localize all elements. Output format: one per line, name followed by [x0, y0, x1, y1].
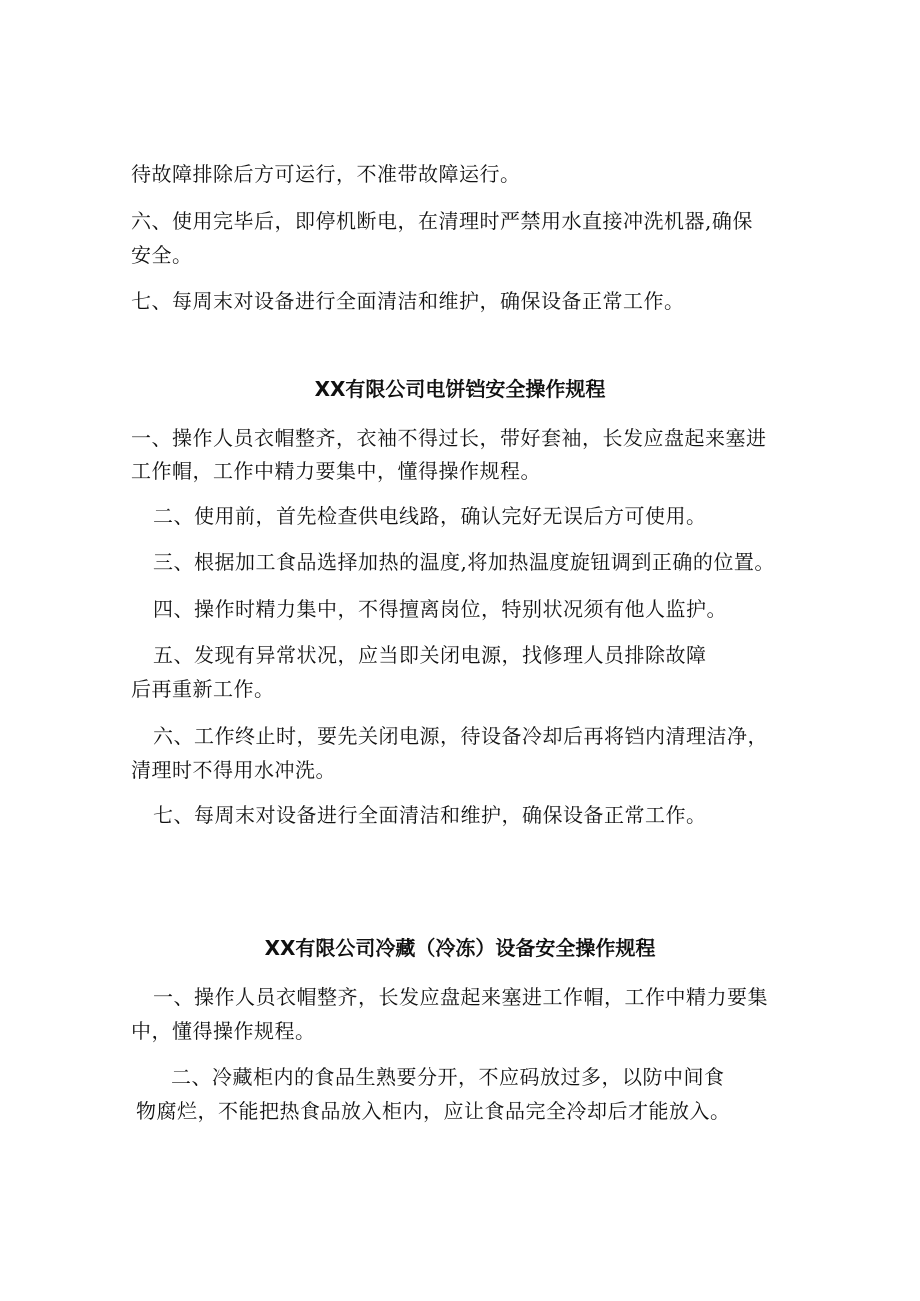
text-line: 七、每周末对设备进行全面清洁和维护，确保设备正常工作。: [131, 289, 685, 313]
text-line: 一、操作人员衣帽整齐，衣袖不得过长，带好套袖，长发应盘起来塞进: [131, 426, 767, 450]
text-line: 七、每周末对设备进行全面清洁和维护，确保设备正常工作。: [153, 803, 707, 827]
text-line: 安全。: [131, 243, 193, 267]
text-line: 物腐烂，不能把热食品放入柜内，应让食品完全冷却后才能放入。: [136, 1099, 731, 1123]
text-line: 清理时不得用水冲洗。: [131, 758, 336, 782]
text-line: 五、发现有异常状况，应当即关闭电源，找修理人员排除故障: [153, 643, 707, 667]
text-line: 四、操作时精力集中，不得擅离岗位，特别状况须有他人监护。: [153, 597, 727, 621]
section-title: XX有限公司电饼铛安全操作规程: [314, 377, 606, 401]
text-line: 三、根据加工食品选择加热的温度,将加热温度旋钮调到正确的位置。: [153, 550, 775, 574]
text-line: 一、操作人员衣帽整齐，长发应盘起来塞进工作帽，工作中精力要集: [153, 985, 768, 1009]
section-title: XX有限公司冷藏（冷冻）设备安全操作规程: [264, 936, 656, 960]
text-line: 二、使用前，首先检查供电线路，确认完好无误后方可使用。: [153, 504, 707, 528]
text-line: 工作帽，工作中精力要集中，懂得操作规程。: [131, 459, 541, 483]
text-line: 待故障排除后方可运行，不准带故障运行。: [131, 162, 521, 186]
text-line: 二、冷藏柜内的食品生熟要分开，不应码放过多，以防中间食: [171, 1065, 725, 1089]
text-line: 六、使用完毕后，即停机断电，在清理时严禁用水直接冲洗机器,确保: [131, 209, 753, 233]
text-line: 后再重新工作。: [131, 677, 275, 701]
text-line: 六、工作终止时，要先关闭电源，待设备冷却后再将铛内清理洁净，: [153, 724, 768, 748]
text-line: 中，懂得操作规程。: [131, 1019, 316, 1043]
